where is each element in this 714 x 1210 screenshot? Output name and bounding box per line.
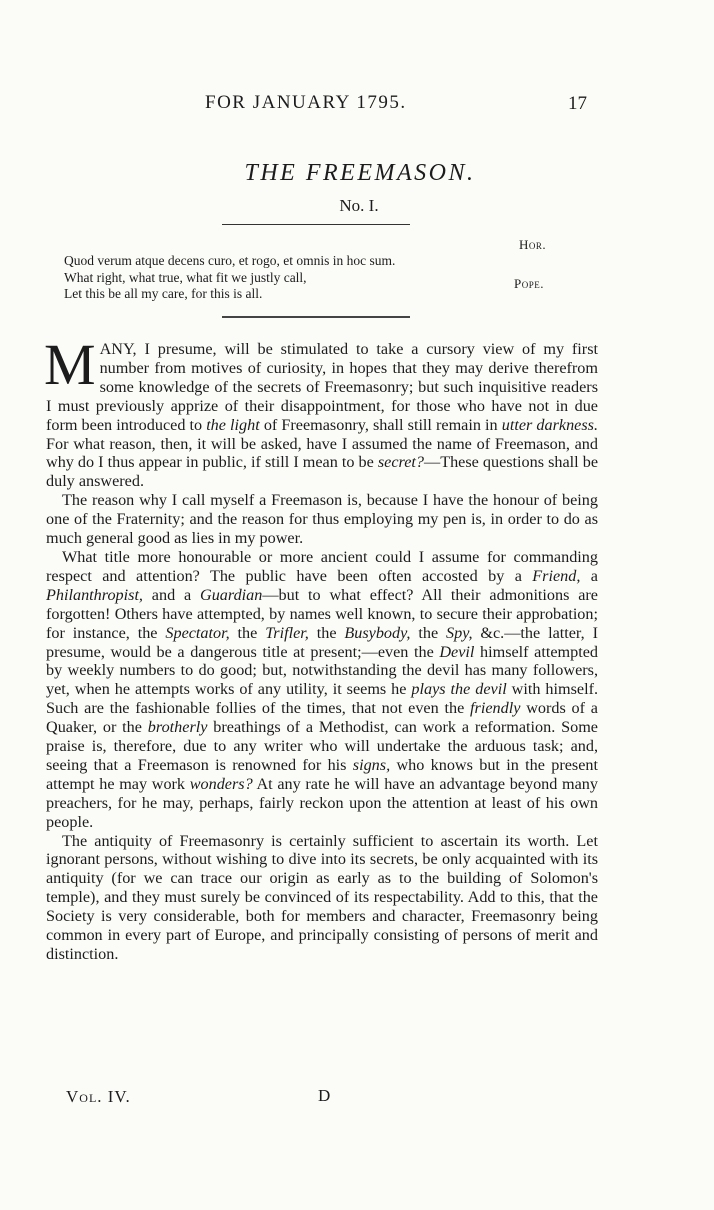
epigraph-latin: Quod verum atque decens curo, et rogo, et omnis in hoc sum. — [64, 253, 396, 268]
epigraph-english-attribution: Pope. — [514, 276, 544, 291]
divider-rule — [222, 224, 410, 225]
epigraph-latin-attribution: Hor. — [519, 237, 547, 252]
epigraph-english — [64, 270, 574, 302]
paragraph: The antiquity of Freemasonry is certainly sufficient to ascertain its worth. Let ignorant persons, without wishing to dive into its secrets, be only acquainted with its antiquity (for we can trace our origin as early as to the building of Solomon's temple), and they must surely be convinced of its respectability. Add to this, that the Society is very considerable, both for members and character, Freemasonry being common in every part of Europe, and principally consisting of persons of merit and distinction. — [46, 831, 598, 963]
epigraph-english-line: What right, what true, what fit we justly call, — [64, 270, 307, 285]
paragraph: MANY, I presume, will be stimulated to take a cursory view of my first number from motives of curiosity, in hopes that they may derive therefrom some knowledge of the secrets of Freemasonry; but such inquisitive readers I must previously apprize of their disappointment, for those who have not in due form been introduced to the light of Freemasonry, shall still remain in utter darkness. For what reason, then, it will be asked, have I assumed the name of Freemason, and why do I thus appear in public, if still I mean to be secret?—These questions shall be duly answered. — [44, 332, 598, 491]
article-body — [44, 332, 599, 964]
ornamental-rule — [222, 316, 410, 318]
issue-number: No. I. — [339, 196, 379, 215]
running-head: FOR JANUARY 1795. — [205, 92, 407, 113]
drop-cap: M — [44, 332, 96, 397]
page-number: 17 — [568, 93, 587, 114]
volume-marker: Vol. IV. — [66, 1087, 131, 1106]
epigraph-english-line: Let this be all my care, for this is all. — [64, 286, 263, 301]
article-title: THE FREEMASON. — [244, 160, 476, 186]
paragraph: The reason why I call myself a Freemason is, because I have the honour of being one of the Fraternity; and the reason for thus employing my pen is, in order to do as much general good as lies in my power. — [46, 491, 598, 548]
signature-mark: D — [318, 1086, 331, 1105]
paragraph: What title more honourable or more ancient could I assume for commanding respect and attention? The public have been often accosted by a Friend, a Philanthropist, and a Guardian—but to what effect? All their admonitions are forgotten! Others have attempted, by names well known, to secure their approbation; for instance, the Spectator, the Trifler, the Busybody, the Spy, &c.—the latter, I presume, would be a dangerous title at present;—even the Devil himself attempted by weekly numbers to do good; but, notwithstanding the devil has many followers, yet, when he attempts works of any utility, it seems he plays the devil with himself. Such are the fashionable follies of the times, that not even the friendly words of a Quaker, or the brotherly breathings of a Methodist, can work a reformation. Some praise is, therefore, due to any writer who will undertake the arduous task; and, seeing that a Freemason is renowned for his signs, who knows but in the present attempt he may work wonders? At any rate he will have an advantage beyond many preachers, for he may, perhaps, fairly reckon upon the attention at least of his own people. — [46, 547, 599, 831]
